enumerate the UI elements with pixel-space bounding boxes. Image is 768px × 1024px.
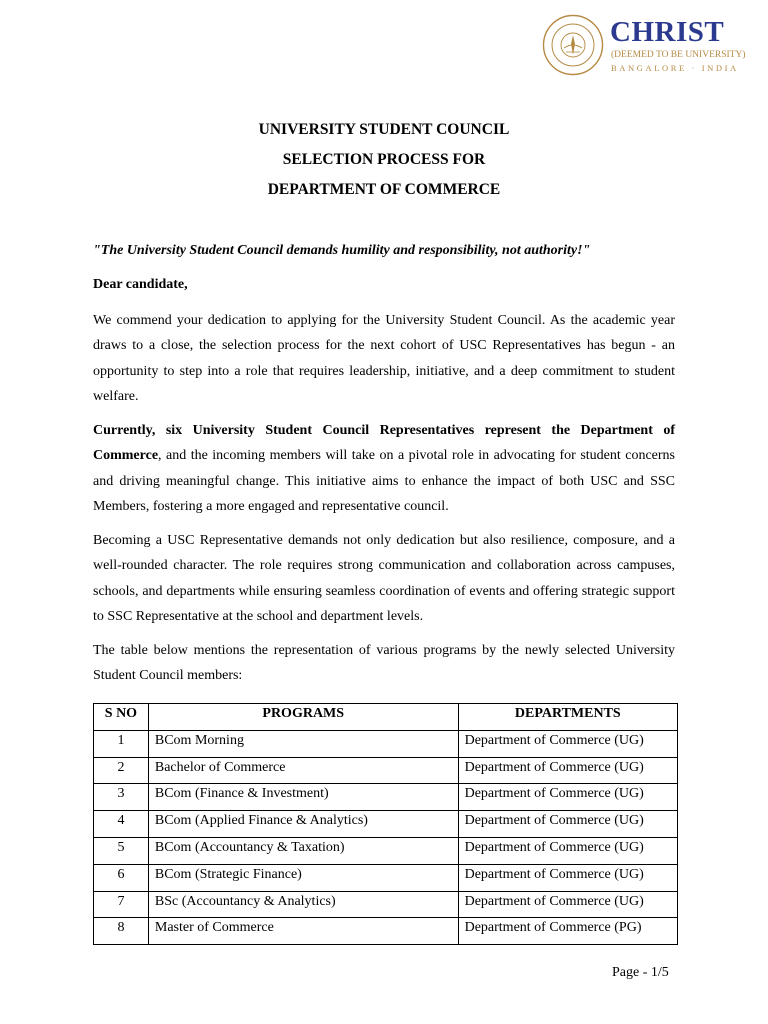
motto-quote: "The University Student Council demands humility and responsibility, not authority!": [93, 243, 591, 258]
university-seal-icon: [542, 14, 604, 76]
brand-location: BANGALORE · INDIA: [611, 63, 739, 73]
cell-department: Department of Commerce (PG): [458, 918, 677, 945]
paragraph-role-requirements: Becoming a USC Representative demands not only dedication but also resilience, composure, and a well-rounded character. The role requires strong communication and collaboration across campuses, schools, and departments while ensuring seamless coordination of events and offering strategic support to SSC Representative at the school and department levels.: [93, 533, 675, 624]
table-header-row: [94, 704, 678, 731]
header-sno: S NO: [94, 704, 149, 731]
brand-subtitle: (DEEMED TO BE UNIVERSITY): [611, 50, 746, 60]
table-row: [94, 918, 678, 945]
table-row: [94, 757, 678, 784]
programs-table: [93, 703, 678, 945]
cell-program: BCom (Applied Finance & Analytics): [148, 811, 458, 838]
cell-department: Department of Commerce (UG): [458, 811, 677, 838]
cell-program: BCom (Finance & Investment): [148, 784, 458, 811]
cell-department: Department of Commerce (UG): [458, 891, 677, 918]
cell-program: BCom (Accountancy & Taxation): [148, 837, 458, 864]
cell-sno: 7: [94, 891, 149, 918]
title-line-3: DEPARTMENT OF COMMERCE: [267, 181, 501, 198]
cell-sno: 2: [94, 757, 149, 784]
cell-sno: 4: [94, 811, 149, 838]
table-row: [94, 891, 678, 918]
cell-sno: 5: [94, 837, 149, 864]
paragraph-current-representatives: [93, 418, 675, 519]
table-row: [94, 837, 678, 864]
table-row: [94, 811, 678, 838]
university-logo: [542, 14, 748, 76]
paragraph-bold-lead: Currently, six University Student Council Representatives represent the Department of Commerce: [93, 423, 675, 464]
header-departments: DEPARTMENTS: [458, 704, 677, 731]
cell-sno: 6: [94, 864, 149, 891]
title-line-1: UNIVERSITY STUDENT COUNCIL: [258, 121, 510, 138]
brand-name: CHRIST: [610, 16, 725, 48]
paragraph-rest: , and the incoming members will take on a pivotal role in advocating for student concerns and driving meaningful change. This initiative aims to enhance the impact of both USC and SSC Members, fostering a more engaged and representative council.: [93, 448, 675, 514]
title-line-2: SELECTION PROCESS FOR: [282, 151, 486, 168]
salutation: Dear candidate,: [93, 277, 188, 292]
cell-department: Department of Commerce (UG): [458, 730, 677, 757]
table-row: [94, 864, 678, 891]
cell-program: BCom Morning: [148, 730, 458, 757]
cell-department: Department of Commerce (UG): [458, 784, 677, 811]
cell-program: BSc (Accountancy & Analytics): [148, 891, 458, 918]
cell-sno: 8: [94, 918, 149, 945]
paragraph-table-intro: The table below mentions the representation of various programs by the newly selected University Student Council members:: [93, 643, 675, 684]
cell-program: Bachelor of Commerce: [148, 757, 458, 784]
header-programs: PROGRAMS: [148, 704, 458, 731]
page-number: Page - 1/5: [612, 965, 669, 980]
cell-department: Department of Commerce (UG): [458, 864, 677, 891]
cell-program: BCom (Strategic Finance): [148, 864, 458, 891]
cell-department: Department of Commerce (UG): [458, 837, 677, 864]
cell-department: Department of Commerce (UG): [458, 757, 677, 784]
cell-sno: 3: [94, 784, 149, 811]
table-row: [94, 784, 678, 811]
cell-program: Master of Commerce: [148, 918, 458, 945]
paragraph-intro: We commend your dedication to applying for the University Student Council. As the academic year draws to a close, the selection process for the next cohort of USC Representatives has begun - an opportunity to step into a role that requires leadership, initiative, and a deep commitment to student welfare.: [93, 313, 675, 404]
cell-sno: 1: [94, 730, 149, 757]
table-row: [94, 730, 678, 757]
